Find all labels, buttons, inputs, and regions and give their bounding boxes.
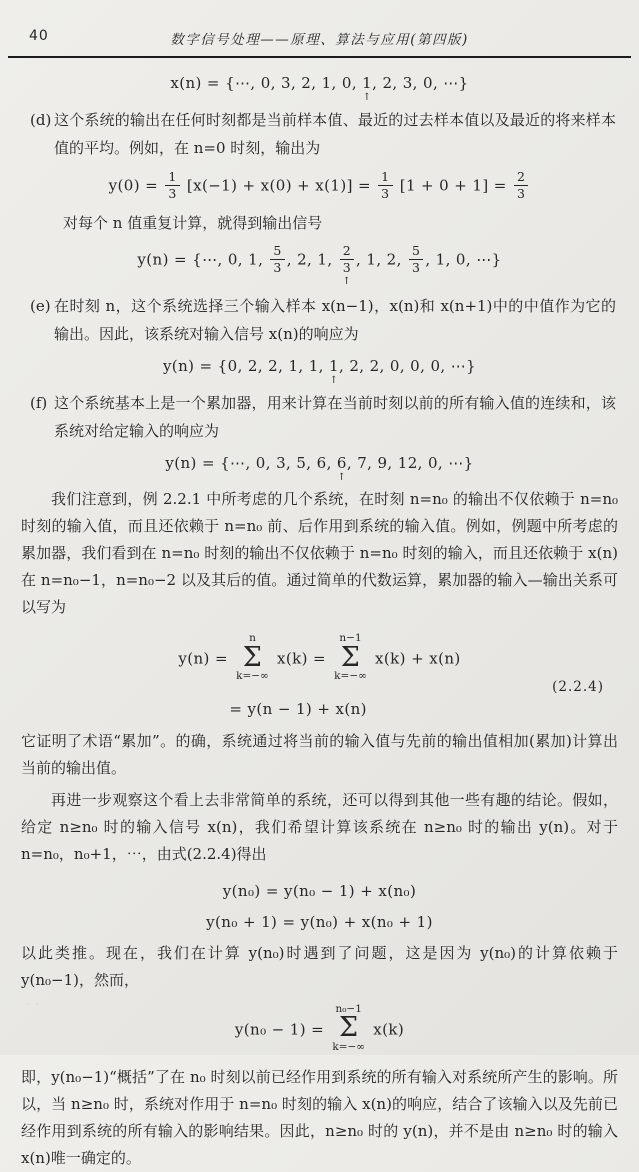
repeat-computation-line: 对每个 n 值重复计算，就得到输出信号	[63, 214, 323, 232]
item-f-label: (f)	[30, 394, 48, 412]
equation-yn0-plus1: y(n₀ + 1) = y(n₀) + x(n₀ + 1)	[206, 912, 433, 931]
equation-yn0-minus1: y(n₀ − 1) = n₀−1 Σ k=−∞ x(k)	[234, 1002, 405, 1053]
origin-arrow-icon: ↑	[337, 472, 347, 483]
scan-smudge: · ·	[26, 1000, 41, 1010]
item-e-label: (e)	[30, 297, 51, 315]
equation-xn	[21, 74, 618, 103]
equation-y0-mid1: [x(−1) + x(0) + x(1)] =	[186, 176, 371, 195]
equation-y0-lhs: y(0) =	[108, 176, 159, 195]
equation-224-line2: = y(n − 1) + x(n)	[229, 699, 367, 718]
equation-224: y(n) = n Σ k=−∞ x(k) = n−1 Σ k=−∞ x(k) + x(n) = y(n − 1) + x(n) (2.2.4)	[178, 632, 604, 718]
equation-xn-post: , 2, 3, 0, ⋯}	[372, 74, 469, 92]
equation-yn-f: y(n) = {⋯, 0, 3, 5, 6, 6 ↑ , 7, 9, 12, 0, ⋯}	[165, 454, 474, 483]
summation-sigma: n₀−1 Σ k=−∞	[332, 1002, 366, 1053]
origin-arrow-icon: ↑	[329, 375, 339, 386]
fraction-two-thirds: $\frac{2}{3}$	[514, 170, 528, 201]
equation-yn-f-marked: 6 ↑	[336, 454, 347, 483]
item-f	[21, 389, 618, 445]
paragraph-notice: 我们注意到，例 2.2.1 中所考虑的几个系统，在时刻 n=n₀ 的输出不仅依赖于 n=n₀ 时刻的输入值，而且还依赖于 n=n₀ 前、后作用到系统的输入值。例如，例题中所考虑的累加器，我们看到在 n=n₀ 时刻的输出不仅依赖于 n=n₀ 时刻的输入，而且还依赖于 x(n)在 n=n₀−1，n=n₀−2 以及其后的值。通过简单的代数运算，累加器的输入—输出关系可以写为	[21, 490, 618, 616]
equation-y0-mid2: [1 + 0 + 1] =	[399, 176, 507, 195]
paragraph-recursion-problem: 以此类推。现在，我们在计算 y(n₀)时遇到了问题，这是因为 y(n₀)的计算依赖于 y(n₀−1)，然而，	[21, 943, 618, 989]
fraction-one-third: $\frac{1}{3}$	[165, 170, 179, 201]
equation-yn-e-marked: 1 ↑	[329, 357, 339, 386]
page-number: 40	[29, 28, 49, 44]
fraction-one-third: $\frac{1}{3}$	[378, 170, 392, 201]
equation-xn-pre: x(n) = {⋯, 0, 3, 2, 1, 0,	[170, 74, 363, 92]
equation-yn-d-marked	[338, 243, 356, 287]
summation-sigma: n−1 Σ k=−∞	[334, 632, 367, 683]
origin-arrow-icon: ↑	[362, 92, 372, 103]
fraction-five-thirds: $\frac{5}{3}$	[270, 244, 284, 275]
page-header	[21, 26, 618, 52]
summation-sigma: n Σ k=−∞	[236, 632, 269, 683]
fraction-five-thirds: $\frac{5}{3}$	[409, 244, 423, 275]
item-d-label: (d)	[30, 111, 52, 129]
header-rule	[8, 56, 631, 58]
origin-arrow-icon: ↑	[342, 276, 352, 287]
paragraph-conclusion: 即，y(n₀−1)“概括”了在 n₀ 时刻以前已经作用到系统的所有输入对系统所产生的影响。所以，当 n≥n₀ 时，系统对作用于 n=n₀ 时刻的输入 x(n)的响应，结合了该输入以及先前已经作用到系统的所有输入的影响结果。因此，n≥n₀ 时的 y(n)，并不是由 n≥n₀ 时的输入 x(n)唯一确定的。	[21, 1068, 618, 1168]
equation-yn-d: y(n) = {⋯, 0, 1, $\frac{5}{3}$ , 2, 1, $\frac{2}{3}$ ↑ , 1, 2, $\frac{5}{3}$ , 1, 0, ⋯}	[137, 243, 502, 287]
equation-number: (2.2.4)	[552, 679, 604, 695]
fraction-two-thirds: $\frac{2}{3}$	[340, 244, 354, 275]
item-d	[21, 106, 618, 162]
equation-xn-marked: 1 ↑	[362, 74, 373, 103]
equation-y0	[21, 171, 618, 202]
item-d-text: 这个系统的输出在任何时刻都是当前样本值、最近的过去样本值以及最近的将来样本值的平均。例如，在 n=0 时刻，输出为	[54, 111, 616, 157]
equation-yn-e: y(n) = {0, 2, 2, 1, 1, 1 ↑ , 2, 2, 0, 0, 0, ⋯}	[162, 357, 477, 386]
equation-yn0: y(n₀) = y(n₀ − 1) + x(n₀)	[222, 881, 417, 900]
item-f-text: 这个系统基本上是一个累加器，用来计算在当前时刻以前的所有输入值的连续和，该系统对给定输入的响应为	[54, 394, 616, 440]
item-e	[21, 292, 618, 348]
item-e-text: 在时刻 n，这个系统选择三个输入样本 x(n−1)，x(n)和 x(n+1)中的中值作为它的输出。因此，该系统对输入信号 x(n)的响应为	[54, 297, 616, 343]
paragraph-term-accumulate: 它证明了术语“累加”。的确，系统通过将当前的输入值与先前的输出值相加(累加)计算出当前的输出值。	[21, 731, 618, 777]
paragraph-further-observation: 再进一步观察这个看上去非常简单的系统，还可以得到其他一些有趣的结论。假如，给定 n≥n₀ 时的输入信号 x(n)，我们希望计算该系统在 n≥n₀ 时的输出 y(n)。对于 n=n₀，n₀+1，⋯，由式(2.2.4)得出	[21, 790, 618, 863]
header-title: 数字信号处理——原理、算法与应用(第四版)	[170, 32, 469, 48]
